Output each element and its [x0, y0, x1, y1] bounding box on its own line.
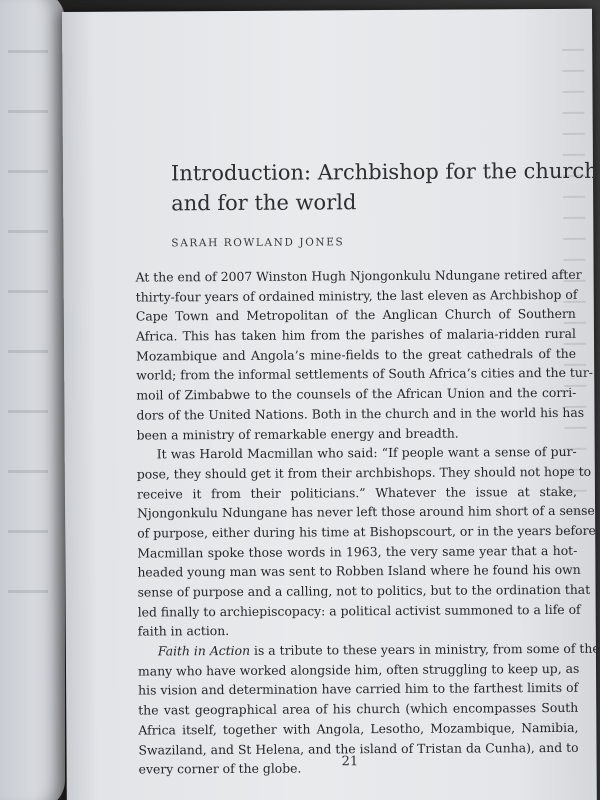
- chapter-title: [170, 156, 598, 218]
- text-line: led finally to archiepiscopacy: a political activist summoned to a life of: [137, 601, 581, 620]
- text-line: Cape Town and Metropolitan of the Anglican Church of Southern: [135, 306, 576, 324]
- book-page: [62, 9, 600, 800]
- chapter-author: SARAH ROWLAND JONES: [171, 236, 345, 250]
- text-line: world; from the informal settlements of South Africa’s cities and the tur-: [136, 365, 593, 383]
- text-line: At the end of 2007 Winston Hugh Njongonkulu Ndungane retired after: [135, 266, 582, 285]
- text-line: the vast geographical area of his church (which encompasses South: [138, 699, 579, 718]
- text-line: moil of Zimbabwe to the counsels of the African Union and the corri-: [136, 384, 577, 403]
- chapter-title-line-2: and for the world: [171, 190, 357, 216]
- text-line: every corner of the globe.: [138, 760, 302, 777]
- text-line: of purpose, either during his time at Bishopscourt, or in the years before.: [137, 522, 600, 541]
- text-line: been a ministry of remarkable energy and breadth.: [136, 425, 459, 443]
- text-line: sense of purpose and a calling, not to politics, but to the ordination that: [137, 581, 591, 600]
- text-line: headed young man was sent to Robben Island where he found his own: [137, 562, 581, 580]
- text-line: faith in action.: [137, 623, 230, 639]
- left-page-edge: [0, 0, 65, 800]
- text-line: receive it from their politicians.” Whatever the issue at stake,: [136, 483, 577, 502]
- text-line: dors of the United Nations. Both in the church and in the world his has: [136, 404, 585, 423]
- text-line: Macmillan spoke those words in 1963, the very same year that a hot-: [137, 542, 578, 561]
- text-line: Swaziland, and St Helena, and the island of Tristan da Cunha), and to: [138, 739, 579, 758]
- text-line: Njongonkulu Ndungane has never left those around him short of a sense: [137, 503, 595, 521]
- text-line: many who have worked alongside him, often struggling to keep up, as: [137, 660, 580, 679]
- text-line: [138, 639, 600, 661]
- text-line: thirty-four years of ordained ministry, the last eleven as Archbishop of: [135, 286, 578, 305]
- text-line: It was Harold Macmillan who said: “If people want a sense of pur-: [156, 444, 577, 462]
- page-content: [99, 9, 600, 777]
- page-number: 21: [341, 754, 359, 770]
- text-line: Africa itself, together with Angola, Lesotho, Mozambique, Namibia,: [138, 719, 579, 738]
- chapter-title-line-1: Introduction: Archbishop for the church: [170, 158, 598, 186]
- text-line: Mozambique and Angola’s mine-fields to the great cathedrals of the: [136, 345, 577, 364]
- text-line: his vision and determination have carried him to the farthest limits of: [138, 680, 579, 698]
- text-line-rest: is a tribute to these years in ministry, from some of the: [250, 640, 600, 658]
- text-line: pose, they should get it from their archbishops. They should not hope to: [136, 463, 592, 482]
- body-text: [135, 265, 600, 780]
- text-line: Africa. This has taken him from the parishes of malaria-ridden rural: [135, 325, 577, 344]
- book-title-italic: Faith in Action: [157, 642, 251, 659]
